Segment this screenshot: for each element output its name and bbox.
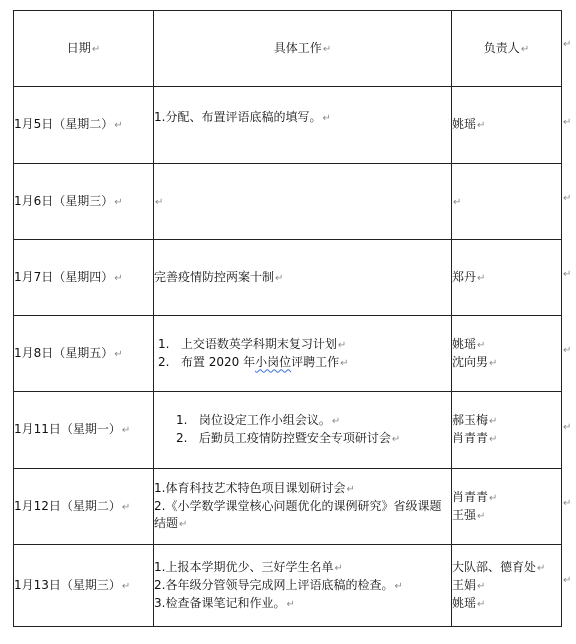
work-cell (154, 545, 452, 627)
work-item-number: 1. (176, 413, 188, 427)
header-work: 具体工作 (273, 40, 322, 55)
work-cell (154, 240, 452, 316)
date-cell (14, 545, 154, 627)
work-item-number: 1. (158, 336, 170, 351)
paragraph-mark: ↵ (114, 348, 123, 360)
work-item (154, 480, 451, 498)
owner-name (452, 354, 561, 372)
date-text: 1月6日（星期三） (14, 193, 114, 208)
owner-name (452, 336, 561, 354)
owner-name: 郑丹 (452, 269, 477, 284)
owner-cell (452, 164, 562, 240)
date-text: 1月13日（星期三） (14, 577, 121, 592)
row-end-mark: ↵ (563, 345, 572, 356)
header-owner: 负责人 (483, 40, 520, 55)
paragraph-mark: ↵ (114, 120, 123, 131)
owner-name-text: 郝玉梅 (452, 413, 489, 427)
date-text: 1月11日（星期一） (14, 422, 121, 436)
schedule-table (13, 10, 562, 627)
owner-cell (452, 316, 562, 392)
work-item (154, 336, 451, 354)
date-cell (14, 87, 154, 164)
work-item-text: 2.各年级分管领导完成网上评语底稿的检查。 (154, 577, 394, 592)
row-end-mark: ↵ (563, 269, 572, 280)
table-row (14, 469, 562, 545)
date-text: 1月7日（星期四） (14, 269, 114, 284)
work-item (154, 577, 451, 595)
work-item (154, 595, 451, 613)
work-cell (154, 392, 452, 469)
paragraph-mark: ↵ (477, 580, 486, 592)
owner-name-text: 王强 (452, 507, 477, 522)
owner-name (452, 412, 561, 430)
owner-name-text: 大队部、德育处 (452, 559, 537, 574)
paragraph-mark: ↵ (121, 501, 131, 513)
owner-name (452, 430, 561, 448)
paragraph-mark: ↵ (489, 416, 498, 427)
paragraph-mark: ↵ (91, 43, 101, 55)
work-item-text: 评聘工作 (291, 354, 340, 369)
paragraph-mark: ↵ (337, 339, 347, 351)
owner-cell (452, 87, 562, 164)
owner-name (452, 489, 561, 507)
paragraph-mark: ↵ (453, 196, 462, 208)
work-item-text: 后勤员工疫情防控暨安全专项研讨会 (198, 431, 391, 445)
paragraph-mark: ↵ (477, 598, 486, 610)
owner-name-text: 姚瑶 (452, 336, 477, 351)
work-item (154, 430, 451, 448)
paragraph-mark: ↵ (477, 272, 486, 284)
paragraph-mark: ↵ (121, 425, 131, 436)
owner-name (452, 559, 561, 577)
table-row (14, 316, 562, 392)
paragraph-mark: ↵ (334, 562, 343, 574)
date-cell (14, 392, 154, 469)
work-cell (154, 469, 452, 545)
table-row (14, 164, 562, 240)
paragraph-mark: ↵ (114, 196, 123, 208)
paragraph-mark: ↵ (286, 598, 295, 610)
work-item-number: 2. (176, 431, 188, 445)
table-row (14, 392, 562, 469)
header-date: 日期 (66, 40, 91, 55)
work-item-text: 1.体育科技艺术特色项目课划研讨会 (154, 481, 346, 495)
date-cell (14, 469, 154, 545)
work-item-text: 布置 2020 年 (180, 354, 256, 369)
date-text: 1月8日（星期五） (14, 345, 114, 360)
date-text: 1月12日（星期二） (14, 498, 121, 513)
paragraph-mark: ↵ (537, 562, 546, 574)
owner-name-text: 肖青青 (452, 431, 489, 445)
paragraph-mark: ↵ (346, 484, 355, 495)
row-end-mark: ↵ (563, 575, 572, 586)
owner-name-text: 姚瑶 (452, 595, 477, 610)
owner-cell (452, 545, 562, 627)
paragraph-mark: ↵ (489, 357, 498, 369)
work-item-text: 1.上报本学期优少、三好学生名单 (154, 559, 334, 574)
row-end-mark: ↵ (563, 39, 572, 50)
owner-name (452, 577, 561, 595)
work-cell (154, 87, 452, 164)
paragraph-mark: ↵ (275, 272, 284, 284)
owner-cell (452, 240, 562, 316)
work-item (154, 354, 451, 372)
header-date-cell (14, 11, 154, 87)
paragraph-mark: ↵ (179, 519, 188, 530)
owner-cell (452, 392, 562, 469)
row-end-mark: ↵ (563, 117, 572, 128)
work-cell (154, 316, 452, 392)
paragraph-mark: ↵ (391, 434, 401, 445)
header-row (14, 11, 562, 87)
date-cell (14, 164, 154, 240)
work-item-text: 2.《小学数学课堂核心问题优化的课例研究》省级课题结题 (154, 499, 442, 530)
paragraph-mark: ↵ (489, 434, 498, 445)
row-end-mark: ↵ (563, 193, 572, 204)
row-end-mark: ↵ (563, 422, 572, 433)
document-page (13, 10, 561, 626)
row-end-mark: ↵ (563, 498, 572, 509)
work-cell (154, 164, 452, 240)
date-cell (14, 316, 154, 392)
paragraph-mark: ↵ (520, 43, 530, 55)
owner-name-text: 肖青青 (452, 489, 489, 504)
work-item-text: 岗位设定工作小组会议。 (198, 413, 331, 427)
paragraph-mark: ↵ (340, 357, 349, 369)
owner-name (452, 595, 561, 613)
work-item-text: 1.分配、布置评语底稿的填写。 (154, 110, 322, 124)
owner-name-text: 沈向男 (452, 354, 489, 369)
date-cell (14, 240, 154, 316)
paragraph-mark: ↵ (121, 580, 131, 592)
work-item-text: 上交语数英学科期末复习计划 (180, 336, 337, 351)
work-item-text: 完善疫情防控两案十制 (154, 269, 275, 284)
paragraph-mark: ↵ (155, 196, 164, 208)
work-item-text: 3.检查备课笔记和作业。 (154, 595, 286, 610)
spellcheck-underlined-text: 小岗位 (255, 354, 292, 369)
work-item (154, 498, 451, 533)
paragraph-mark: ↵ (322, 43, 332, 55)
owner-cell (452, 469, 562, 545)
owner-name: 姚瑶 (452, 117, 477, 131)
date-text: 1月5日（星期二） (14, 117, 114, 131)
paragraph-mark: ↵ (331, 416, 341, 427)
header-work-cell (154, 11, 452, 87)
paragraph-mark: ↵ (322, 113, 331, 124)
paragraph-mark: ↵ (477, 510, 486, 522)
table-row (14, 240, 562, 316)
owner-name (452, 507, 561, 525)
work-item (154, 109, 451, 127)
paragraph-mark: ↵ (114, 272, 123, 284)
table-row (14, 545, 562, 627)
table-row (14, 87, 562, 164)
owner-name-text: 王娟 (452, 577, 477, 592)
header-owner-cell (452, 11, 562, 87)
paragraph-mark: ↵ (477, 339, 486, 351)
paragraph-mark: ↵ (477, 120, 486, 131)
paragraph-mark: ↵ (394, 580, 403, 592)
work-item (154, 412, 451, 430)
work-item (154, 559, 451, 577)
paragraph-mark: ↵ (489, 492, 498, 504)
work-item-number: 2. (158, 354, 170, 369)
